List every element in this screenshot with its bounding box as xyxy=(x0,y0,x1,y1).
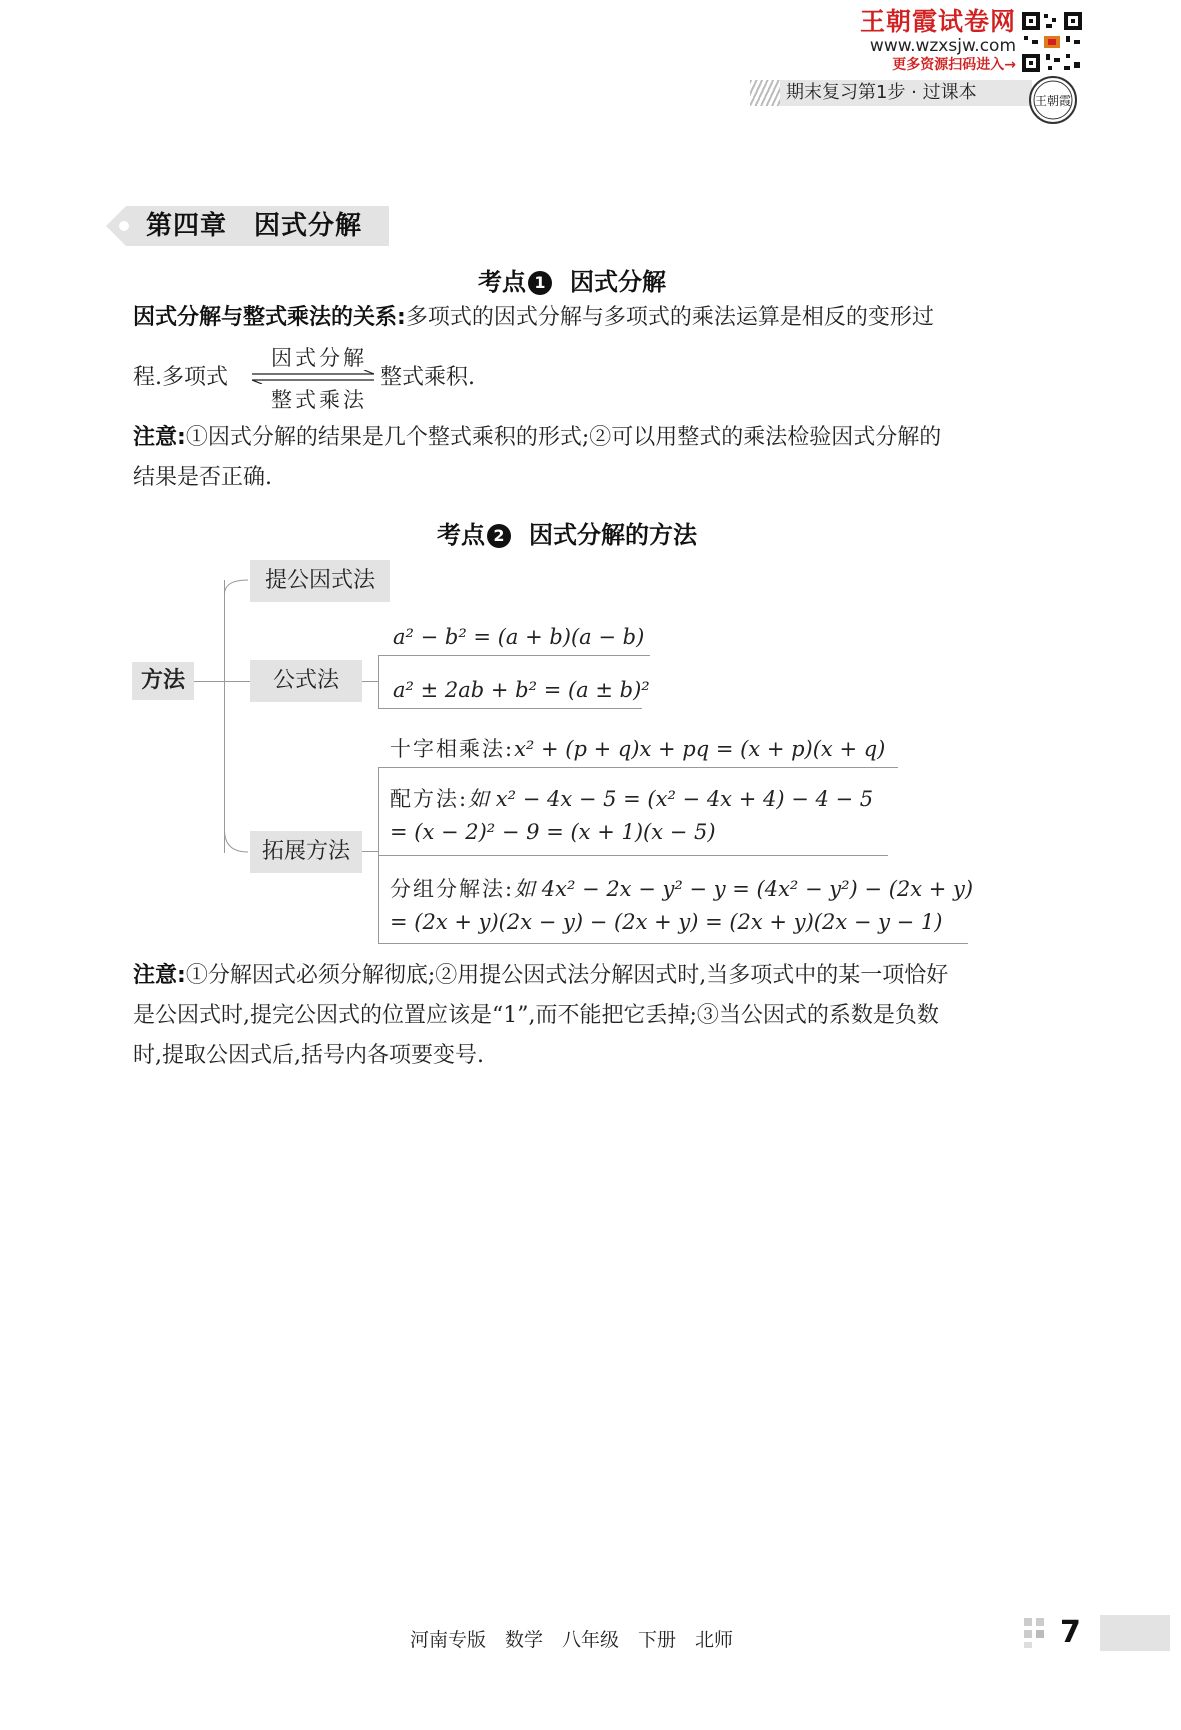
note2-line3: 时,提取公因式后,括号内各项要变号. xyxy=(133,1043,484,1068)
grouping-row2: = (2x + y)(2x − y) − (2x + y) = (2x + y)(2x − y − 1) xyxy=(390,910,943,934)
series-label: 期末复习第1步 · 过课本 xyxy=(786,82,977,103)
series-bar xyxy=(750,80,1032,106)
kaodian1-heading xyxy=(478,262,666,297)
formula-difference-of-squares: a² − b² = (a + b)(a − b) xyxy=(393,625,645,649)
branch2-connector xyxy=(224,681,250,682)
formula2-underline xyxy=(378,708,642,709)
double-arrow-icon xyxy=(248,370,378,384)
kaodian1-prefix: 考点 xyxy=(478,268,526,296)
chapter-tab xyxy=(106,206,389,246)
kaodian2-prefix: 考点 xyxy=(437,521,485,549)
cross-formula: x² + (p + q)x + pq = (x + p)(x + q) xyxy=(514,737,886,761)
brand-title: 王朝霞试卷网 xyxy=(859,7,1016,36)
bar-stripes xyxy=(750,80,784,106)
kaodian2-number: 2 xyxy=(487,524,511,548)
page-number-bar xyxy=(1100,1615,1170,1651)
qr-code-icon xyxy=(1020,10,1084,74)
page-number: 7 xyxy=(1060,1615,1081,1650)
note1-line1 xyxy=(133,418,941,458)
cross-underline xyxy=(378,767,898,768)
note1-label: 注意: xyxy=(133,425,186,450)
relation-text: 多项式的因式分解与多项式的乘法运算是相反的变形过 xyxy=(405,305,934,330)
formula-bracket-line xyxy=(378,655,379,708)
branch-extract-common-factor: 提公因式法 xyxy=(250,560,390,602)
extended-branch-connector xyxy=(362,851,378,852)
completing-square-row2: = (x − 2)² − 9 = (x + 1)(x − 5) xyxy=(390,820,716,844)
arrow-top-label: 因式分解 xyxy=(271,346,367,370)
kaodian2-heading xyxy=(437,515,697,550)
relation-label: 因式分解与整式乘法的关系: xyxy=(133,305,406,330)
formula-branch-connector xyxy=(362,681,378,682)
kaodian1-title: 因式分解 xyxy=(570,268,666,296)
relation-line2-end: 整式乘积. xyxy=(380,365,475,390)
cross-multiplication-row xyxy=(390,733,885,763)
footer-squares-icon xyxy=(1024,1618,1054,1648)
brand-seal-icon xyxy=(1028,75,1078,125)
note2-line2: 是公因式时,提完公因式的位置应该是“1”,而不能把它丢掉;③当公因式的系数是负数 xyxy=(133,1003,939,1028)
brand-url[interactable]: www.wzxsjw.com xyxy=(869,36,1016,56)
note2-line1 xyxy=(133,956,948,996)
root-method-box: 方法 xyxy=(132,662,194,700)
branch-extended-methods: 拓展方法 xyxy=(250,831,362,873)
complete-underline xyxy=(378,855,888,856)
arrow-bottom-label: 整式乘法 xyxy=(271,388,367,412)
brand-promo: 更多资源扫码进入→ xyxy=(892,57,1016,73)
chapter-title: 第四章 因式分解 xyxy=(146,211,363,241)
branch-formula-method: 公式法 xyxy=(250,660,362,702)
svg-text:王朝霞: 王朝霞 xyxy=(1034,94,1072,108)
completing-square-row1 xyxy=(390,783,873,813)
grouping-row1 xyxy=(390,873,973,903)
group-underline xyxy=(378,943,968,944)
kaodian1-number: 1 xyxy=(528,271,552,295)
complete-line1: 如 x² − 4x − 5 = (x² − 4x + 4) − 4 − 5 xyxy=(468,787,874,811)
relation-line2-start: 程.多项式 xyxy=(133,365,228,390)
note2-label: 注意: xyxy=(133,963,186,988)
kaodian2-title: 因式分解的方法 xyxy=(529,521,697,549)
complete-label: 配方法: xyxy=(390,787,469,811)
note1-text1: ①因式分解的结果是几个整式乘积的形式;②可以用整式的乘法检验因式分解的 xyxy=(185,425,942,450)
cross-label: 十字相乘法: xyxy=(390,737,515,761)
note1-line2: 结果是否正确. xyxy=(133,465,272,490)
footer-edition: 河南专版 数学 八年级 下册 北师 xyxy=(410,1629,734,1651)
brand-block xyxy=(848,8,1016,74)
group-label: 分组分解法: xyxy=(390,877,515,901)
group-line1: 如 4x² − 2x − y² − y = (4x² − y²) − (2x + y) xyxy=(514,877,974,901)
note2-text1: ①分解因式必须分解彻底;②用提公因式法分解因式时,当多项式中的某一项恰好 xyxy=(185,963,949,988)
formula1-underline xyxy=(378,655,650,656)
formula-perfect-square: a² ± 2ab + b² = (a ± b)² xyxy=(393,678,650,702)
relation-line1 xyxy=(133,298,934,338)
trunk-line xyxy=(224,580,225,853)
